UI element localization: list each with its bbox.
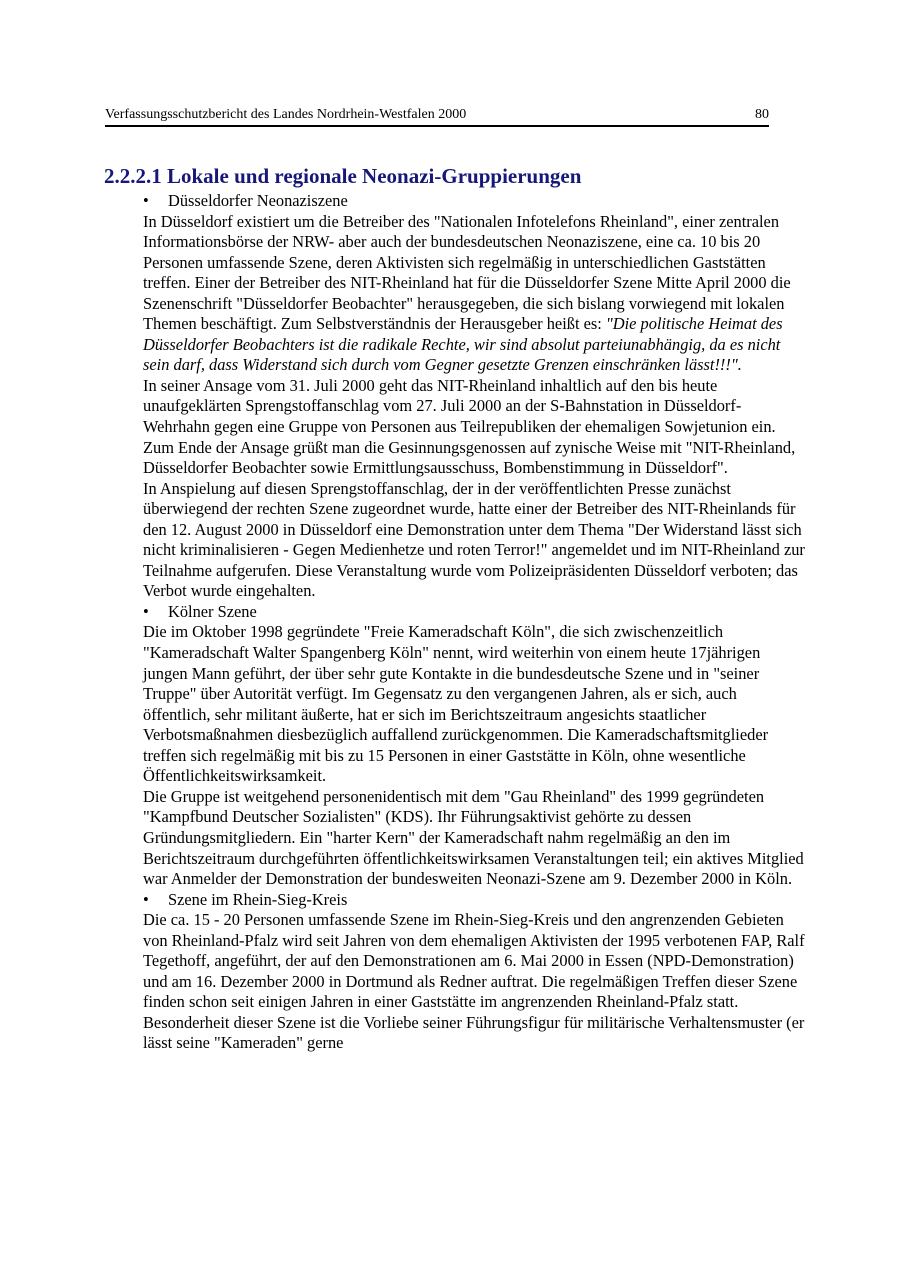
bullet-icon: •: [143, 889, 149, 909]
list-item-duesseldorf: [143, 191, 805, 212]
section-title: 2.2.2.1 Lokale und regionale Neonazi-Gruppierungen: [104, 164, 582, 188]
subsection-heading: Kölner Szene: [168, 601, 257, 621]
list-item-rhein-sieg: [143, 890, 805, 911]
paragraph: Die im Oktober 1998 gegründete "Freie Kameradschaft Köln", die sich zwischenzeitlich "Kameradschaft Walter Spangenberg Köln" nennt, wird weiterhin von einem heute 17jährigen jungen Mann geführt, der über sehr gute Kontakte in die bundesdeutsche Szene und in "seiner Truppe" über Autorität verfügt. Im Gegensatz zu den vergangenen Jahren, als er sich, auch öffentlich, sehr militant äußerte, hat er sich im Berichtszeitraum angesichts staatlicher Verbotsmaßnahmen diesbezüglich auffallend zurückgenommen. Die Kameradschaftsmitglieder treffen sich regelmäßig mit bis zu 15 Personen in einer Gaststätte in Köln, ohne wesentliche Öffentlichkeitswirksamkeit.: [143, 622, 769, 786]
list-item-koeln: [143, 602, 805, 623]
paragraph: In Anspielung auf diesen Sprengstoffanschlag, der in der veröffentlichten Presse zunächst überwiegend der rechten Szene zugeordnet wurde, hatte einer der Betreiber des NIT-Rheinlands für den 12. August 2000 in Düsseldorf eine Demonstration unter dem Thema "Der Widerstand lässt sich nicht kriminalisieren - Gegen Medienhetze und roten Terror!" angemeldet und im NIT-Rheinland zur Teilnahme aufgerufen. Diese Veranstaltung wurde vom Polizeipräsidenten Düsseldorf verboten; das Verbot wurde eingehalten.: [143, 478, 805, 601]
bullet-icon: •: [143, 191, 149, 210]
paragraph: Die Gruppe ist weitgehend personenidentisch mit dem "Gau Rheinland" des 1999 gegründeten "Kampfbund Deutscher Sozialisten" (KDS). Ihr Führungsaktivist gehörte zu dessen Gründungsmitgliedern. Ein "harter Kern" der Kameradschaft nahm regelmäßig an den im Berichtszeitraum durchgeführten öffentlichkeitswirksamen Veranstaltungen teil; ein aktives Mitglied war Anmelder der Demonstration der bundesweiten Neonazi-Szene am 9. Dezember 2000 in Köln.: [143, 786, 804, 889]
paragraph: [143, 212, 805, 376]
page-number: 80: [755, 107, 769, 122]
header-title: Verfassungsschutzbericht des Landes Nordrhein-Westfalen 2000: [105, 107, 467, 122]
subsection-heading: Düsseldorfer Neonaziszene: [168, 191, 348, 210]
paragraph-text: In Düsseldorf existiert um die Betreiber des "Nationalen Infotelefons Rheinland", einer zentralen Informationsbörse der NRW- aber auch der bundesdeutschen Neonaziszene, eine ca. 10 bis 20 Personen umfassende Szene, deren Aktivisten sich regelmäßig in unterschiedlichen Gaststätten treffen. Einer der Betreiber des NIT-Rheinland hat für die Düsseldorfer Szene Mitte April 2000 die Szenenschrift "Düsseldorfer Beobachter" herausgegeben, die sich bislang vorwiegend mit lokalen Themen beschäftigt. Zum Selbstverständnis der Herausgeber heißt es:: [143, 211, 791, 334]
paragraph: Die ca. 15 - 20 Personen umfassende Szene im Rhein-Sieg-Kreis und den angrenzenden Gebieten von Rheinland-Pfalz wird seit Jahren von dem ehemaligen Aktivisten der 1995 verbotenen FAP, Ralf Tegethoff, angeführt, der auf den Demonstrationen am 6. Mai 2000 in Essen (NPD-Demonstration) und am 16. Dezember 2000 in Dortmund als Redner auftrat. Die regelmäßigen Treffen dieser Szene finden schon seit einigen Jahren in einer Gaststätte im angrenzenden Rheinland-Pfalz statt. Besonderheit dieser Szene ist die Vorliebe seiner Führungsfigur für militärische Verhaltensmuster (er lässt seine "Kameraden" gerne: [143, 910, 805, 1053]
quotation: "Die politische Heimat des Düsseldorfer Beobachters ist die radikale Rechte, wir sind absolut parteiunabhängig, da es nicht sein darf, dass Widerstand sich durch vom Gegner gesetzte Grenzen einschränken lässt!!!".: [143, 314, 783, 375]
paragraph: In seiner Ansage vom 31. Juli 2000 geht das NIT-Rheinland inhaltlich auf den bis heute unaufgeklärten Sprengstoffanschlag vom 27. Juli 2000 an der S-Bahnstation in Düsseldorf-Wehrhahn gegen eine Gruppe von Personen aus Teilrepubliken der ehemaligen Sowjetunion ein. Zum Ende der Ansage grüßt man die Gesinnungsgenossen auf zynische Weise mit "NIT-Rheinland, Düsseldorfer Beobachter sowie Ermittlungsausschuss, Bombenstimmung in Düsseldorf".: [143, 375, 796, 478]
subsection-heading: Szene im Rhein-Sieg-Kreis: [168, 889, 348, 909]
page-header: [105, 106, 769, 127]
bullet-icon: •: [143, 601, 149, 621]
body-text: [143, 191, 805, 1054]
